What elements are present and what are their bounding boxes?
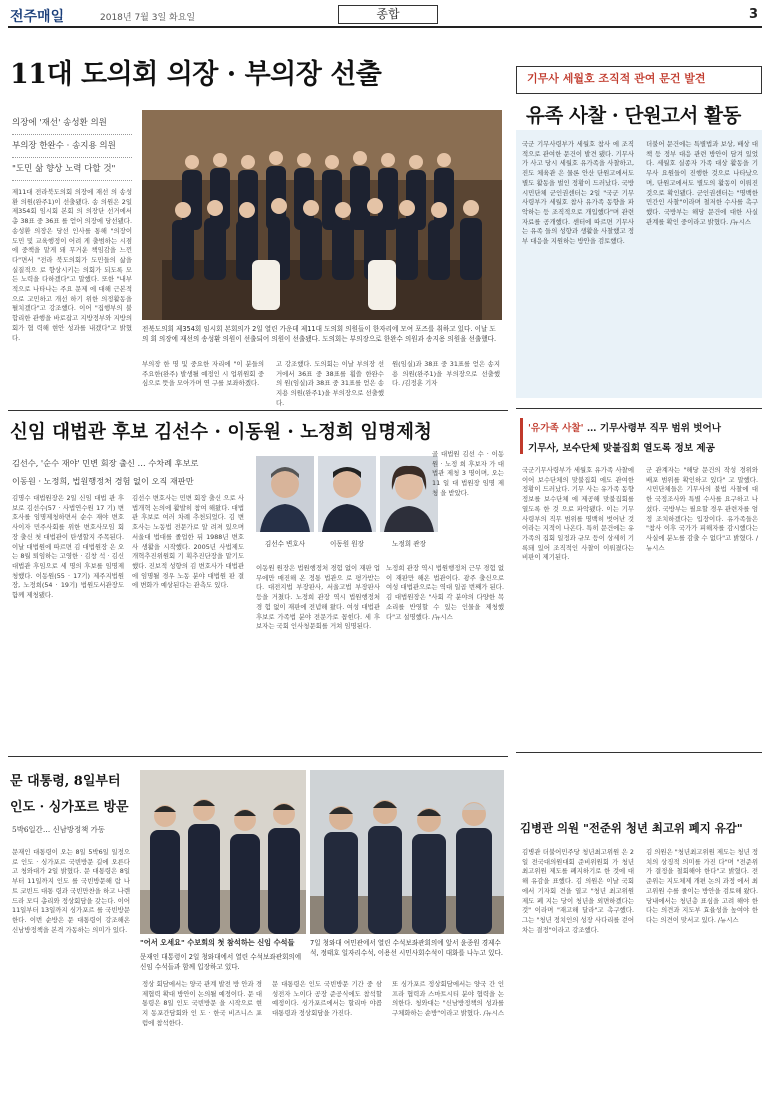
portrait-kim-seonsu — [256, 456, 314, 532]
right2-body-col1: 국군기무사령부가 세월호 유가족 사찰에 이어 보수단체의 맞불집회 에도 관여한 정황이 드러났다. 기무 사는 유가족 동향 정보를 보수단체 에 제공해 맞불집회를 열도록 한 것 으로 파악됐다. 이는 기무사령부의 직무 범위를 명백히 벗어난 것이라는 지적이 나온다. 특히 문건에는 유가족의 집회 일정과 규모 등이 상세히 기록돼 있어 조직적인 사찰이 이뤄졌다는 비판이 제기된다. — [522, 466, 634, 562]
right3-body-col2: 김 의원은 "청년최고위원 제도는 청년 정치의 상징적 의미를 가진 다"며 "전준위가 결정을 철회해야 한다"고 밝혔다. 전준위는 지도체제 개편 논의 과정 에서 최고위원 수를 줄이는 방안을 검토해 왔다. 당내에서는 청년층 표심을 고려 해야 한다는 의견과 지도부 효율성을 높여야 한다는 의견이 맞서고 있다. /뉴시스 — [646, 848, 758, 924]
story1-group-photo — [142, 110, 502, 320]
masthead — [8, 4, 762, 28]
paper-name: 전주매일 — [10, 9, 65, 25]
right1-body-col2: 더불어 문건에는 특별법과 보상, 배상 대책 등 정부 대응 관련 방안이 담겨 있었다. 세월호 실종자 가족 대상 활동을 기무사 요원들이 진행한 것으로 나타났으며, 단원고에서도 별도의 활동이 이뤄진 것으로 확인됐다. 군인권센터는 "명백한 민간인 사찰"이라며 철저한 수사를 촉구했다. 국방부는 해당 문건에 대한 사실 관계를 확인 중이라고 밝혔다. /뉴시스 — [646, 140, 758, 226]
story3-photo1-caption: "어서 오세요" 수보회의 첫 참석하는 신임 수석들 — [140, 938, 295, 947]
story1-subhead: 의장에 '재선' 송성환 의원 — [12, 112, 132, 135]
right2-kicker-rest: … 기무사령부 직무 범위 벗어나 — [586, 423, 722, 434]
right2-accent-bar — [520, 418, 523, 454]
portrait-caption: 이동원 원장 — [330, 540, 364, 548]
story1-body-col2: 부의장 한 명 및 중요한 자리에 "이 분들의 주요한(완주) 발생될 예정인 시 업위원회 중심으로 뜻을 모아가며 연 구를 보좌하겠다. — [142, 360, 264, 388]
story3-headline-2: 인도 · 싱가포르 방문 — [10, 800, 129, 815]
story3-photo-1 — [140, 770, 306, 934]
portrait-caption: 김선수 변호사 — [264, 540, 306, 548]
story1-headline: 11대 도의회 의장 · 부의장 선출 — [10, 59, 382, 90]
right2-kicker-highlight: '유가족 사찰' — [528, 423, 584, 434]
story2-body-col5: 골 대법원 김선 수 · 이동원 · 노정 희 후보자 가 대법관 제청 3 명이며, 오는 11 일 대 법원장 임명 제청 을 받았다. — [432, 450, 504, 497]
story3-photo1-caption-detail: 문재인 대통령이 2일 청와대에서 열린 수석보좌관회의에 신임 수석들과 함께 입장하고 있다. — [140, 953, 302, 971]
divider — [8, 756, 508, 757]
story3-subhead: 5박6일간… 신남방정책 가동 — [12, 825, 105, 834]
right2-kicker-1 — [528, 420, 762, 434]
right1-headline: 유족 사찰 · 단원고서 활동 — [526, 104, 741, 127]
story2-body-col4: 노정희 관장 역시 법원행정처 근무 경험 없이 재판만 해온 법관이다. 광주 출신으로 여성 대법관으로는 역대 일곱 번째가 된다. 김 대법원장은 "사회 각 분야의 다양한 목소리를 반영할 수 있는 인물을 제청했다"고 설명했다. /뉴시스 — [386, 564, 504, 621]
story3-headline-1: 문 대통령, 8일부터 — [10, 774, 121, 789]
divider — [8, 410, 508, 411]
page-number: 3 — [748, 7, 758, 22]
portrait-noh-junghee — [380, 456, 438, 532]
right3-headline: 김병관 의원 "전준위 청년 최고위 폐지 유감" — [520, 821, 743, 835]
right2-body-col2: 군 관계자는 "해당 문건의 작성 경위와 배포 범위를 확인하고 있다" 고 말했다. 시민단체들은 기무사의 불법 사찰에 대한 국정조사와 특별 수사를 요구하고 나섰다. 국방부는 필요할 경우 관련자를 엄정 조치하겠다는 입장이다. 유가족들은 "참사 이후 국가가 피해자를 감시했다는 사실에 분노를 감출 수 없다"고 밝혔다. /뉴시스 — [646, 466, 758, 552]
story1-subhead: 부의장 한완수 · 송지용 의원 — [12, 135, 132, 158]
story1-body-col3: 고 강조했다. 도의회는 이날 부의장 선거에서 36표 중 38표를 휩쓸 한완수 의 원(임실)과 38표 중 31표를 얻은 송지용 의원(완주1)을 부의장으로 선출했다. — [276, 360, 384, 407]
story1-subhead: "도민 삶 향상 노력 다할 것" — [12, 158, 132, 181]
story1-body-col4: 원(임실)과 38표 중 31표를 얻은 송지용 의원(완주1)을 부의장으로 선출했다. /김정훈 기자 — [392, 360, 500, 388]
story3-body-col3: 문 대통령은 인도 국빈방문 기간 중 삼성전자 노이다 공장 준공식에도 참석할 예정이다. 싱가포르에서는 할리마 야콥 대통령과 정상회담을 가진다. — [272, 980, 382, 1018]
divider — [516, 752, 762, 753]
issue-date: 2018년 7월 3일 화요일 — [100, 13, 196, 23]
story2-body-col2: 김선수 변호사는 민변 회장 출신 으로 사법개혁 논의에 활발히 참여 해왔다. 대법관 후보로 여러 차례 추천되었다. 김 변호사는 노동법 전문가로 알 려져 있으며 서울대 법대를 졸업한 뒤 1988년 변호사 생활을 시작했다. 2005년 사법제도개혁추진위원회 기 획추진단장을 맡기도 했다. 진보적 성향의 김 변호사가 대법관에 임명될 경우 노동 분야 대법원 판 결에 변화가 예상된다는 관측도 있다. — [132, 494, 244, 590]
story3-photo2-caption: 7일 청와대 여민관에서 열린 수석보좌관회의에 앞서 윤종원 경제수석, 정태호 일자리수석, 이용선 시민사회수석이 대화를 나누고 있다. — [310, 939, 503, 957]
story3-body-col1: 문재인 대통령이 오는 8일 5박6일 일정으로 인도 · 싱가포르 국빈방문 길에 오른다고 청와대가 2일 밝혔다. 문 대통령은 8일부터 11일까지 인도 를 국빈방문해 람 나트 코빈드 대통 령과 국빈만찬을 하고 나렌드라 모디 총리와 정상회담을 갖는다. 이어 11일부터 13일까지 싱가포르 를 국빈방문한다. 이번 순방은 문 대통령이 강조해온 신남방정책을 본격 가동하는 의미가 있다. — [12, 848, 130, 934]
right3-body-col1: 김병관 더불어민주당 청년최고위원 은 2일 전국대의원대회 준비위원회 가 청년 최고위원 제도를 폐지하기로 한 것에 대해 유감을 표했다. 김 의원은 이날 국회에서 기자회 견을 열고 "청년 최고위원 제도 폐 지는 당이 청년을 외면하겠다는 것" 이라며 "재고해 달라"고 촉구했다. 그는 "청년 정치인의 성장 사다리를 걷어차는 결정"이라고 강조했다. — [522, 848, 634, 934]
story3-body-col4: 또 싱가포르 정상회담에서는 양국 간 인프라 협력과 스마트시티 분야 협력을 논의한다. 청와대는 "신남방정책의 성과를 구체화하는 순방"이라고 밝혔다. /뉴시스 — [392, 980, 504, 1018]
story3-photo-2 — [310, 770, 504, 934]
story2-body-col3: 이동원 원장은 법원행정처 경험 없이 재판 업무에만 매진해 온 정통 법관으 로 평가받는다. 대전지법 부장판사, 서울고법 부장판사 등을 거쳤다. 노정희 관장 역시 법원행정처 경 험 없이 재판에 전념해 왔다. 여성 대법관 후보로 가족법 분야 전문가로 꼽힌다. 세 후보자는 국회 인사청문회를 거쳐 임명된다. — [256, 564, 380, 631]
story1-body-col1: 제11대 전라북도의회 의장에 재선 의 송성환 의원(완주1)이 선출됐다. 송 의원은 2일 제354회 임시회 본회 의 의장단 선거에서 총 38표 중 36표 를 얻어 의장에 당선됐다. 송성환 의장은 당선 인사를 통해 "의장이 도민 및 교육행정이 어려 게 출범하는 시점에 중책을 맡게 돼 무거운 책임감을 느낀다"면서 "전라 북도의회가 도민들의 삶을 실질적으 로 향상시키는 의회가 되도록 모든 노력을 다하겠다"고 말했다. 또한 "내부적으로 나타나는 주요 문제 에 대해 근본적으로 고민하고 개선 하기 위한 의정활동을 펼치겠다"고 강조했다. 이어 "집행부의 불합리한 관행을 바로잡고 지방정부와 지방의회가 협 력해 현안 성과를 내겠다"고 밝혔다. — [12, 188, 132, 342]
right2-kicker-2: 기무사, 보수단체 맞불집회 열도록 정보 제공 — [528, 443, 715, 454]
story2-headline: 신임 대법관 후보 김선수 · 이동원 · 노정희 임명제청 — [10, 422, 432, 443]
story2-subhead-1: 김선수, '순수 재야' 민변 회장 출신 … 수차례 후보로 — [12, 458, 199, 468]
story1-photo-caption: 전북도의회 제354회 임시회 본회의가 2일 열린 가운데 제11대 도의회 의원들이 한자리에 모여 포즈를 취하고 있다. 이날 도의 회 의장에 재선의 송성환 의원이 선출되어 의원이 선출됐다. 도의회는 부의장으로 한완수 의원과 송지용 의원을 선출했다. — [142, 325, 497, 343]
story2-body-col1: 김명수 대법원장은 2일 신임 대법 관 후보로 김선수(57 · 사법연수원 17 기) 변호사를 임명제청하면서 순수 재야 변호사이자 민주사회를 위한 변호사모임 회장 출신 첫 대법관이 탄생할지 주목된다. 이날 대법원에 따르면 김 대법원장 은 오는 8월 퇴임하는 고영한 · 김창 석 · 김신 대법관 후임으로 세 명의 후보를 임명제청했다. 이동원(55 · 17기) 제주지법원장, 노정희(54 · 19기) 법원도서관장도 함께 제청됐다. — [12, 494, 124, 600]
story1-subheads — [12, 112, 132, 181]
section-label: 종합 — [338, 5, 438, 24]
portrait-lee-dongwon — [318, 456, 376, 532]
divider — [516, 408, 762, 409]
portrait-caption: 노정희 관장 — [392, 540, 426, 548]
right1-body-col1: 국군 기무사령부가 세월호 참사 에 조직적으로 관여한 문건이 발견 됐다. 기무사가 사고 당시 세월호 유가족을 사찰하고, 진도 체육관 은 물론 안산 단원고에서도 별도 활동을 벌인 정황이 드러났다. 국방 시민단체 군인권센터는 2일 "국군 기무사령부가 세월호 참사 유가족 동향을 파악하는 등 조직적으로 개입했다"며 관련 자료를 공개했다. 센터에 따르면 기무사는 유족 들의 성향과 생활을 사찰했고 정부 대응을 지원하는 방안을 검토했다. — [522, 140, 634, 246]
story2-subhead-2: 이동원 · 노정희, 법원행정처 경험 없이 오직 재판만 — [12, 476, 194, 486]
right1-kicker: 기무사 세월호 조직적 관여 문건 발견 — [516, 66, 762, 94]
story3-body-col2: 정상 회담에서는 양국 관계 발전 방 안과 경제협력 확대 방안이 논의될 예정이다. 문 대통령은 8일 인도 국빈방문 을 시작으로 현지 동포간담회와 인 도 · 한국 비즈니스 포럼에 참석한다. — [142, 980, 262, 1027]
